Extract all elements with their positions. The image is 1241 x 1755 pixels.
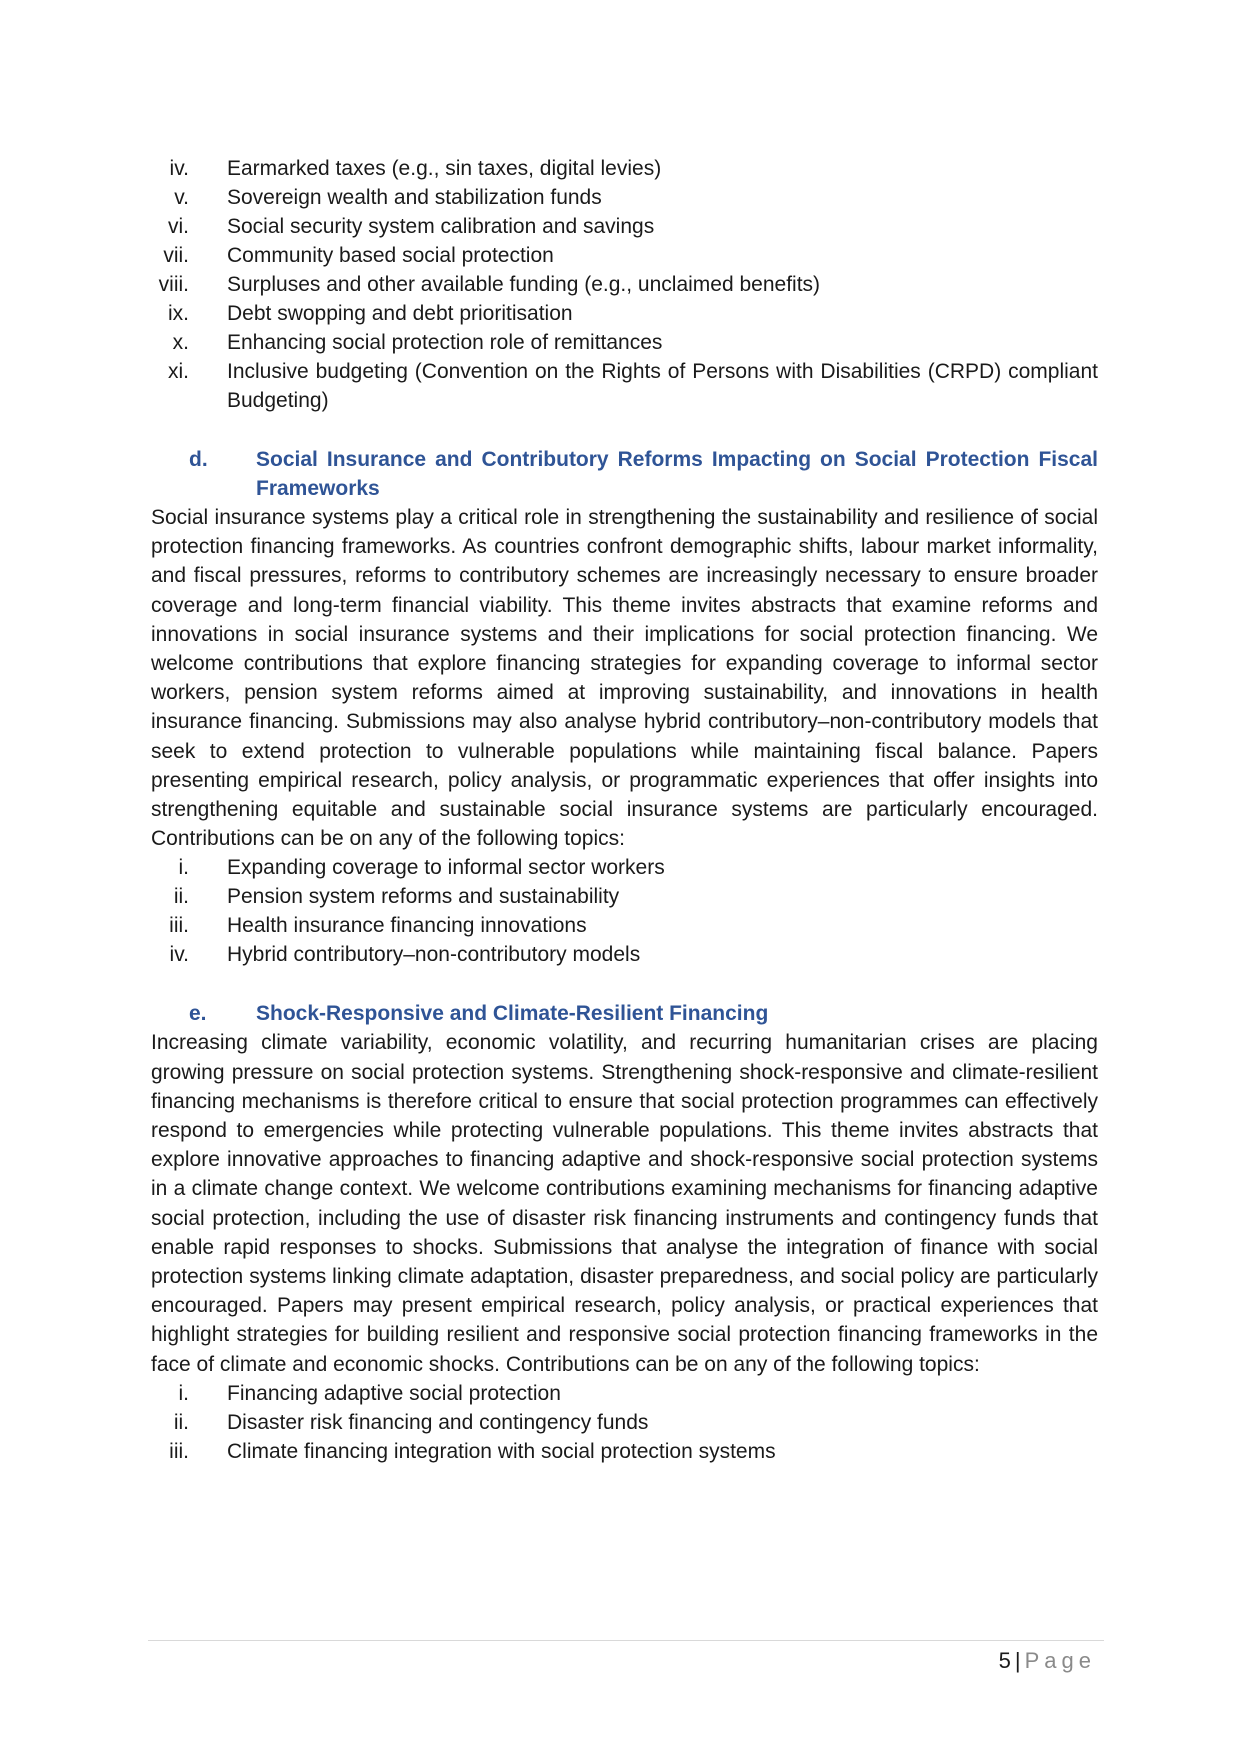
list-item-text: Expanding coverage to informal sector workers bbox=[227, 856, 665, 880]
list-item-text: Surpluses and other available funding (e.g., unclaimed benefits) bbox=[227, 273, 821, 296]
list-item-text: Pension system reforms and sustainability bbox=[227, 885, 620, 909]
footer-divider bbox=[148, 1640, 1104, 1641]
list-item-text: Social security system calibration and savings bbox=[227, 215, 655, 238]
list-item bbox=[151, 1379, 1098, 1408]
section-e-title: Shock-Responsive and Climate-Resilient Financing bbox=[256, 1002, 769, 1026]
list-item-text: Financing adaptive social protection bbox=[227, 1381, 561, 1405]
list-item-text: Earmarked taxes (e.g., sin taxes, digital levies) bbox=[227, 157, 662, 180]
page-footer bbox=[999, 1646, 1096, 1676]
list-item-number: i. bbox=[178, 856, 189, 880]
list-item-text: Inclusive budgeting (Convention on the Rights of Persons with Disabilities (CRPD) compliant Budgeting) bbox=[227, 360, 1098, 412]
list-item-number: i. bbox=[178, 1381, 189, 1405]
list-item-number: iii. bbox=[169, 1439, 189, 1463]
list-item-number: ii. bbox=[173, 885, 189, 909]
list-item-text: Debt swopping and debt prioritisation bbox=[227, 302, 573, 325]
list-item-number: iv. bbox=[169, 157, 189, 180]
list-item-text: Sovereign wealth and stabilization funds bbox=[227, 186, 602, 209]
section-d-title: Social Insurance and Contributory Reforms Impacting on Social Protection Fiscal Frameworks bbox=[256, 448, 1098, 500]
list-item bbox=[151, 212, 1098, 241]
list-item-text: Hybrid contributory–non-contributory models bbox=[227, 943, 641, 967]
section-d-topics-list bbox=[151, 853, 1098, 969]
list-item bbox=[151, 154, 1098, 183]
list-item-text: Health insurance financing innovations bbox=[227, 914, 587, 938]
list-item-number: v. bbox=[174, 186, 189, 209]
list-item-number: iii. bbox=[169, 914, 189, 938]
list-item-number: x. bbox=[172, 331, 189, 354]
section-d-heading bbox=[151, 445, 1098, 503]
financing-sources-list bbox=[151, 154, 1098, 415]
section-e-heading bbox=[151, 999, 1098, 1028]
list-item-number: iv. bbox=[169, 943, 189, 967]
section-d-paragraph: Social insurance systems play a critical role in strengthening the sustainability and resilience of social protection financing frameworks. As countries confront demographic shifts, labour market informality, and fiscal pressures, reforms to contributory schemes are increasingly necessary to ensure broader coverage and long-term financial viability. This theme invites abstracts that examine reforms and innovations in social insurance systems and their implications for social protection financing. We welcome contributions that explore financing strategies for expanding coverage to informal sector workers, pension system reforms aimed at improving sustainability, and innovations in health insurance financing. Submissions may also analyse hybrid contributory–non-contributory models that seek to extend protection to vulnerable populations while maintaining fiscal balance. Papers presenting empirical research, policy analysis, or programmatic experiences that offer insights into strengthening equitable and sustainable social insurance systems are particularly encouraged. Contributions can be on any of the following topics: bbox=[151, 506, 1098, 851]
page-label: Page bbox=[1024, 1648, 1096, 1673]
list-item bbox=[151, 940, 1098, 969]
list-item bbox=[151, 882, 1098, 911]
section-e-topics-list bbox=[151, 1379, 1098, 1466]
section-e-paragraph: Increasing climate variability, economic volatility, and recurring humanitarian crises are placing growing pressure on social protection systems. Strengthening shock-responsive and climate-resilient financing mechanisms is therefore critical to ensure that social protection programmes can effectively respond to emergencies while protecting vulnerable populations. This theme invites abstracts that explore innovative approaches to financing adaptive and shock-responsive social protection systems in a climate change context. We welcome contributions examining mechanisms for financing adaptive social protection, including the use of disaster risk financing instruments and contingency funds that enable rapid responses to shocks. Submissions that analyse the integration of finance with social protection systems linking climate adaptation, disaster preparedness, and social policy are particularly encouraged. Papers may present empirical research, policy analysis, or practical experiences that highlight strategies for building resilient and responsive social protection financing frameworks in the face of climate and economic shocks. Contributions can be on any of the following topics: bbox=[151, 1031, 1098, 1376]
list-item bbox=[151, 183, 1098, 212]
list-item bbox=[151, 911, 1098, 940]
page-content bbox=[151, 154, 1098, 1466]
list-item bbox=[151, 328, 1098, 357]
list-item-text: Disaster risk financing and contingency funds bbox=[227, 1410, 649, 1434]
section-e-letter: e. bbox=[189, 1002, 207, 1026]
list-item bbox=[151, 241, 1098, 270]
list-item-text: Community based social protection bbox=[227, 244, 554, 267]
list-item bbox=[151, 853, 1098, 882]
list-item bbox=[151, 357, 1098, 415]
list-item-number: vii. bbox=[163, 244, 189, 267]
list-item bbox=[151, 1408, 1098, 1437]
list-item-number: ix. bbox=[168, 302, 189, 325]
list-item bbox=[151, 1437, 1098, 1466]
list-item-text: Enhancing social protection role of remittances bbox=[227, 331, 663, 354]
list-item-number: ii. bbox=[173, 1410, 189, 1434]
list-item-number: viii. bbox=[158, 273, 189, 296]
list-item bbox=[151, 299, 1098, 328]
section-d-letter: d. bbox=[189, 448, 208, 471]
page-number: 5 bbox=[998, 1648, 1011, 1673]
list-item-text: Climate financing integration with social protection systems bbox=[227, 1439, 776, 1463]
footer-separator: | bbox=[1014, 1648, 1021, 1673]
list-item-number: vi. bbox=[168, 215, 189, 238]
list-item-number: xi. bbox=[168, 360, 189, 383]
list-item bbox=[151, 270, 1098, 299]
